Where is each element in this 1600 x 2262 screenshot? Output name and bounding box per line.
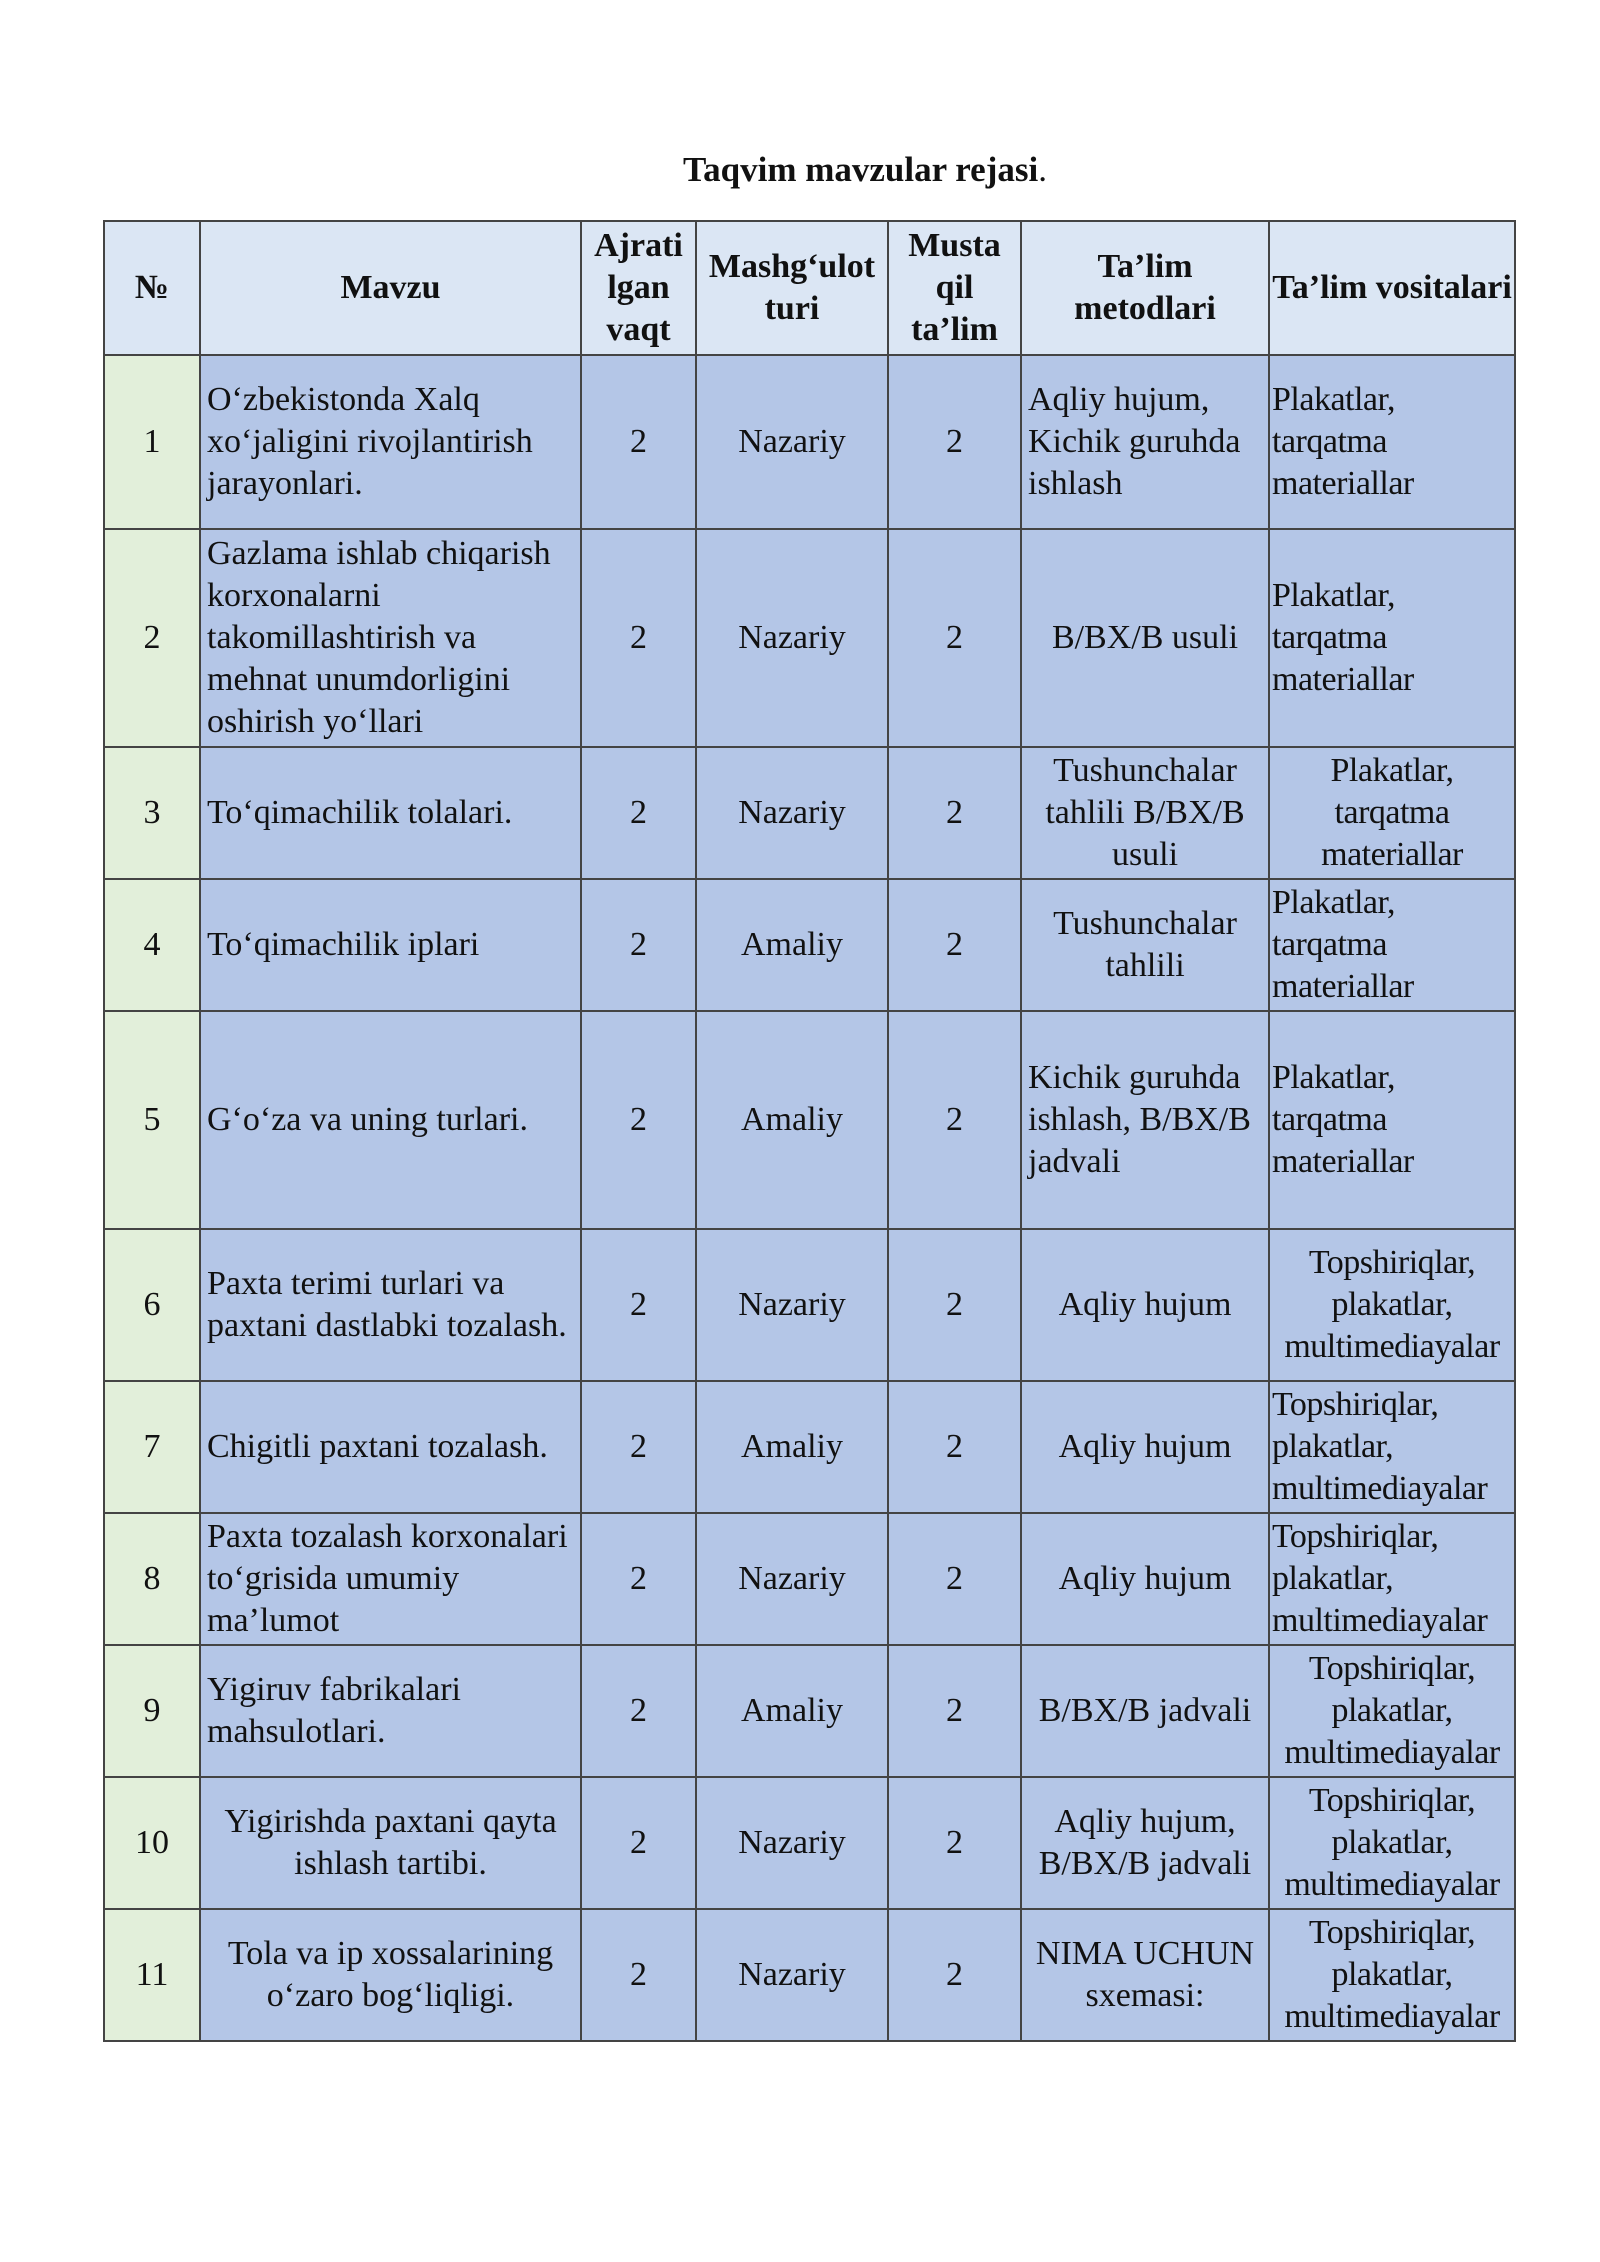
cell-topic: Chigitli paxtani tozalash. <box>200 1381 581 1513</box>
cell-self-study: 2 <box>888 879 1021 1011</box>
table-body <box>104 355 1515 2041</box>
cell-topic: Yigiruv fabrikalari mahsulotlari. <box>200 1645 581 1777</box>
cell-type: Amaliy <box>696 1381 888 1513</box>
table-row <box>104 355 1515 529</box>
cell-time: 2 <box>581 1381 696 1513</box>
cell-tools: Plakatlar, tarqatma materiallar <box>1269 747 1515 879</box>
cell-topic: O‘zbekistonda Xalq xo‘jaligini rivojlantirish jarayonlari. <box>200 355 581 529</box>
cell-num: 11 <box>104 1909 200 2041</box>
header-row <box>104 221 1515 355</box>
cell-type: Nazariy <box>696 1229 888 1381</box>
cell-topic: G‘o‘za va uning turlari. <box>200 1011 581 1229</box>
cell-time: 2 <box>581 1777 696 1909</box>
cell-topic: To‘qimachilik iplari <box>200 879 581 1011</box>
cell-methods: NIMA UCHUN sxemasi: <box>1021 1909 1269 2041</box>
header-num: № <box>104 221 200 355</box>
cell-num: 1 <box>104 355 200 529</box>
cell-self-study: 2 <box>888 529 1021 747</box>
table-row <box>104 1777 1515 1909</box>
cell-num: 6 <box>104 1229 200 1381</box>
cell-type: Nazariy <box>696 1909 888 2041</box>
table-row <box>104 879 1515 1011</box>
cell-methods: Tushunchalar tahlili <box>1021 879 1269 1011</box>
table-row <box>104 1645 1515 1777</box>
cell-time: 2 <box>581 1229 696 1381</box>
cell-type: Amaliy <box>696 1645 888 1777</box>
cell-time: 2 <box>581 747 696 879</box>
table-row <box>104 1229 1515 1381</box>
cell-self-study: 2 <box>888 1645 1021 1777</box>
cell-num: 9 <box>104 1645 200 1777</box>
cell-tools: Plakatlar, tarqatma materiallar <box>1269 529 1515 747</box>
cell-methods: Aqliy hujum <box>1021 1229 1269 1381</box>
cell-topic: Gazlama ishlab chiqarish korxonalarni takomillashtirish va mehnat unumdorligini oshirish yo‘llari <box>200 529 581 747</box>
page-title <box>0 150 1600 190</box>
cell-self-study: 2 <box>888 1011 1021 1229</box>
cell-time: 2 <box>581 355 696 529</box>
cell-num: 5 <box>104 1011 200 1229</box>
cell-tools: Topshiriqlar, plakatlar, multimediayalar <box>1269 1645 1515 1777</box>
cell-time: 2 <box>581 879 696 1011</box>
header-type: Mashg‘ulot turi <box>696 221 888 355</box>
cell-tools: Topshiriqlar, plakatlar, multimediayalar <box>1269 1777 1515 1909</box>
cell-time: 2 <box>581 1011 696 1229</box>
cell-type: Nazariy <box>696 529 888 747</box>
cell-self-study: 2 <box>888 1777 1021 1909</box>
cell-tools: Topshiriqlar, plakatlar, multimediayalar <box>1269 1513 1515 1645</box>
table-row <box>104 1513 1515 1645</box>
cell-methods: B/BX/B jadvali <box>1021 1645 1269 1777</box>
cell-tools: Plakatlar, tarqatma materiallar <box>1269 1011 1515 1229</box>
cell-num: 7 <box>104 1381 200 1513</box>
title-period: . <box>1038 150 1047 189</box>
cell-time: 2 <box>581 529 696 747</box>
cell-type: Nazariy <box>696 1777 888 1909</box>
cell-num: 4 <box>104 879 200 1011</box>
cell-time: 2 <box>581 1645 696 1777</box>
title-text: Taqvim mavzular rejasi <box>683 150 1039 189</box>
header-topic: Mavzu <box>200 221 581 355</box>
cell-methods: Kichik guruhda ishlash, B/BX/B jadvali <box>1021 1011 1269 1229</box>
header-self-study: Musta qil ta’lim <box>888 221 1021 355</box>
cell-self-study: 2 <box>888 1381 1021 1513</box>
cell-type: Amaliy <box>696 1011 888 1229</box>
cell-self-study: 2 <box>888 1513 1021 1645</box>
table-row <box>104 1011 1515 1229</box>
cell-tools: Topshiriqlar, plakatlar, multimediayalar <box>1269 1909 1515 2041</box>
table-row <box>104 529 1515 747</box>
cell-num: 2 <box>104 529 200 747</box>
cell-type: Nazariy <box>696 1513 888 1645</box>
cell-type: Amaliy <box>696 879 888 1011</box>
cell-tools: Topshiriqlar, plakatlar, multimediayalar <box>1269 1381 1515 1513</box>
cell-methods: Tushunchalar tahlili B/BX/B usuli <box>1021 747 1269 879</box>
cell-num: 10 <box>104 1777 200 1909</box>
cell-type: Nazariy <box>696 747 888 879</box>
cell-topic: Paxta tozalash korxonalari to‘grisida umumiy ma’lumot <box>200 1513 581 1645</box>
header-time: Ajrati lgan vaqt <box>581 221 696 355</box>
cell-num: 3 <box>104 747 200 879</box>
cell-topic: Tola va ip xossalarining o‘zaro bog‘liqligi. <box>200 1909 581 2041</box>
cell-self-study: 2 <box>888 1909 1021 2041</box>
cell-methods: Aqliy hujum, Kichik guruhda ishlash <box>1021 355 1269 529</box>
header-tools: Ta’lim vositalari <box>1269 221 1515 355</box>
table-row <box>104 1381 1515 1513</box>
cell-methods: Aqliy hujum <box>1021 1381 1269 1513</box>
cell-self-study: 2 <box>888 355 1021 529</box>
cell-methods: Aqliy hujum, B/BX/B jadvali <box>1021 1777 1269 1909</box>
cell-methods: Aqliy hujum <box>1021 1513 1269 1645</box>
table-row <box>104 1909 1515 2041</box>
cell-tools: Topshiriqlar, plakatlar, multimediayalar <box>1269 1229 1515 1381</box>
cell-tools: Plakatlar, tarqatma materiallar <box>1269 879 1515 1011</box>
cell-topic: To‘qimachilik tolalari. <box>200 747 581 879</box>
table-row <box>104 747 1515 879</box>
cell-time: 2 <box>581 1909 696 2041</box>
cell-tools: Plakatlar, tarqatma materiallar <box>1269 355 1515 529</box>
cell-methods: B/BX/B usuli <box>1021 529 1269 747</box>
cell-topic: Paxta terimi turlari va paxtani dastlabki tozalash. <box>200 1229 581 1381</box>
cell-type: Nazariy <box>696 355 888 529</box>
cell-self-study: 2 <box>888 1229 1021 1381</box>
topics-table <box>103 220 1516 2042</box>
cell-num: 8 <box>104 1513 200 1645</box>
cell-time: 2 <box>581 1513 696 1645</box>
header-methods: Ta’lim metodlari <box>1021 221 1269 355</box>
cell-topic: Yigirishda paxtani qayta ishlash tartibi. <box>200 1777 581 1909</box>
cell-self-study: 2 <box>888 747 1021 879</box>
